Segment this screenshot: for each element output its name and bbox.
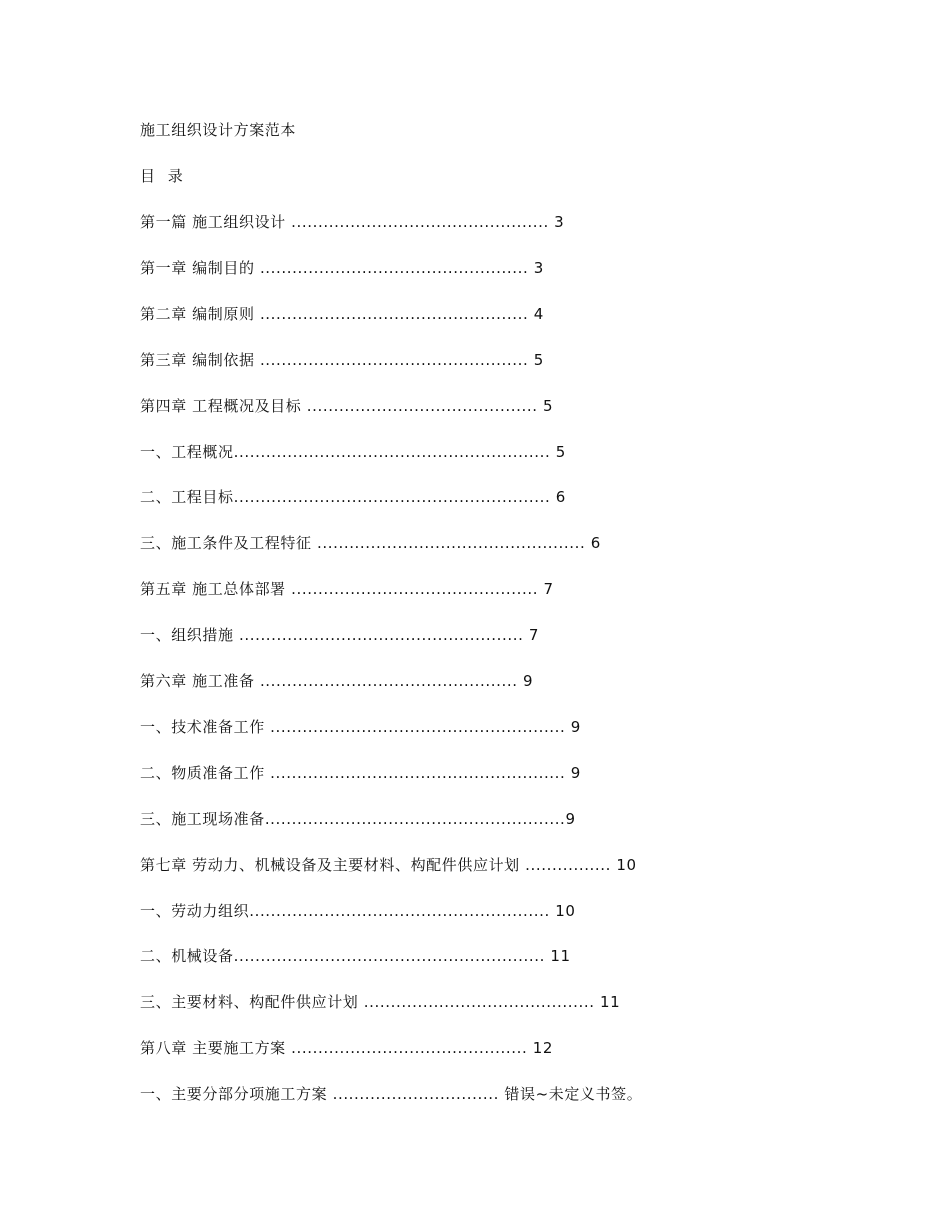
toc-entry[interactable] bbox=[140, 808, 576, 830]
toc-entry-label: 第五章 施工总体部署 bbox=[140, 580, 292, 598]
toc-entry-leader: ........................................... bbox=[306, 397, 538, 415]
toc-entry[interactable] bbox=[140, 854, 637, 876]
toc-entry-page: 10 bbox=[611, 856, 637, 874]
toc-entry-label: 一、组织措施 bbox=[140, 626, 239, 644]
toc-entry[interactable] bbox=[140, 624, 539, 646]
toc-entry-label: 三、主要材料、构配件供应计划 bbox=[140, 993, 364, 1011]
toc-entry[interactable] bbox=[140, 349, 544, 371]
toc-entry[interactable] bbox=[140, 900, 575, 922]
toc-entry-leader: ........................................................ bbox=[264, 810, 566, 828]
toc-entry-label: 第一篇 施工组织设计 bbox=[140, 213, 292, 231]
toc-entry-label: 二、机械设备 bbox=[140, 947, 234, 965]
toc-entry-page: 3 bbox=[548, 213, 565, 231]
toc-entry-leader: ................ bbox=[525, 856, 612, 874]
toc-entry-label: 第三章 编制依据 bbox=[140, 351, 260, 369]
toc-entry-leader: ..................................................... bbox=[238, 626, 524, 644]
toc-entry-leader: ........................................... bbox=[363, 993, 595, 1011]
toc-entry[interactable] bbox=[140, 441, 566, 463]
toc-entry-leader: ................................................ bbox=[291, 213, 549, 231]
toc-entry-page: 9 bbox=[565, 810, 576, 828]
toc-entry-page: 3 bbox=[528, 259, 544, 277]
toc-entry-label: 二、物质准备工作 bbox=[140, 764, 271, 782]
toc-entry-page: 7 bbox=[538, 580, 554, 598]
toc-entry-page: 7 bbox=[523, 626, 539, 644]
toc-entry-label: 第二章 编制原则 bbox=[140, 305, 260, 323]
toc-entry-label: 三、施工条件及工程特征 bbox=[140, 534, 317, 552]
toc-entry-leader: .............................................. bbox=[291, 580, 539, 598]
toc-entry-leader: ................................................ bbox=[259, 672, 518, 690]
toc-entry-page: 4 bbox=[528, 305, 544, 323]
toc-entry-label: 第七章 劳动力、机械设备及主要材料、构配件供应计划 bbox=[140, 856, 526, 874]
toc-entry-page: 11 bbox=[594, 993, 621, 1011]
toc-entry[interactable] bbox=[140, 1037, 553, 1059]
toc-entry-label: 第八章 主要施工方案 bbox=[140, 1039, 292, 1057]
toc-entry[interactable] bbox=[140, 991, 620, 1013]
toc-entry-page: 5 bbox=[550, 443, 566, 461]
toc-entry[interactable] bbox=[140, 532, 601, 554]
toc-entry[interactable] bbox=[140, 257, 544, 279]
toc-entry[interactable] bbox=[140, 578, 554, 600]
toc-entry[interactable] bbox=[140, 762, 581, 784]
toc-entry-leader: .................................................. bbox=[259, 305, 529, 323]
toc-entry-page: 5 bbox=[537, 397, 554, 415]
toc-entry-page: 12 bbox=[527, 1039, 553, 1057]
toc-entry-label: 一、工程概况 bbox=[140, 443, 234, 461]
toc-entry-page: 11 bbox=[544, 947, 571, 965]
toc-entry[interactable] bbox=[140, 1083, 642, 1105]
toc-entry-leader: .................................................. bbox=[259, 351, 529, 369]
toc-entry-page: 5 bbox=[528, 351, 544, 369]
toc-entry-label: 第四章 工程概况及目标 bbox=[140, 397, 307, 415]
toc-entry[interactable] bbox=[140, 395, 553, 417]
toc-entry-label: 三、施工现场准备 bbox=[140, 810, 265, 828]
document-title: 施工组织设计方案范本 bbox=[140, 121, 297, 139]
toc-entry[interactable] bbox=[140, 716, 581, 738]
toc-entry-leader: .................................................. bbox=[259, 259, 529, 277]
toc-entry-leader: ............................................ bbox=[291, 1039, 528, 1057]
toc-entry-label: 第六章 施工准备 bbox=[140, 672, 260, 690]
toc-entry-page: 6 bbox=[550, 488, 566, 506]
toc-entry-leader: ............................... bbox=[332, 1085, 499, 1103]
toc-entry-page: 6 bbox=[585, 534, 601, 552]
toc-entry[interactable] bbox=[140, 303, 544, 325]
toc-entry-label: 一、主要分部分项施工方案 bbox=[140, 1085, 333, 1103]
toc-entry-leader: ........................................................ bbox=[249, 902, 550, 920]
toc-entry-leader: ....................................................... bbox=[270, 764, 566, 782]
toc-entry-page: 9 bbox=[517, 672, 534, 690]
toc-entry[interactable] bbox=[140, 945, 571, 967]
toc-heading: 目 录 bbox=[140, 167, 187, 185]
toc-entry-leader: ....................................................... bbox=[270, 718, 566, 736]
toc-entry-label: 一、技术准备工作 bbox=[140, 718, 271, 736]
toc-entry[interactable] bbox=[140, 211, 564, 233]
toc-entry-page: 错误~未定义书签。 bbox=[499, 1085, 643, 1103]
toc-entry[interactable] bbox=[140, 670, 533, 692]
toc-entry-label: 二、工程目标 bbox=[140, 488, 234, 506]
toc-entry-leader: .......................................................... bbox=[233, 947, 545, 965]
toc-entry-label: 一、劳动力组织 bbox=[140, 902, 250, 920]
toc-entry-leader: ........................................................... bbox=[233, 488, 551, 506]
toc-entry[interactable] bbox=[140, 486, 566, 508]
toc-entry-leader: .................................................. bbox=[316, 534, 586, 552]
toc-entry-leader: ........................................................... bbox=[233, 443, 551, 461]
toc-entry-page: 9 bbox=[565, 764, 581, 782]
toc-entry-page: 10 bbox=[549, 902, 576, 920]
toc-entry-page: 9 bbox=[565, 718, 581, 736]
toc-entry-label: 第一章 编制目的 bbox=[140, 259, 260, 277]
